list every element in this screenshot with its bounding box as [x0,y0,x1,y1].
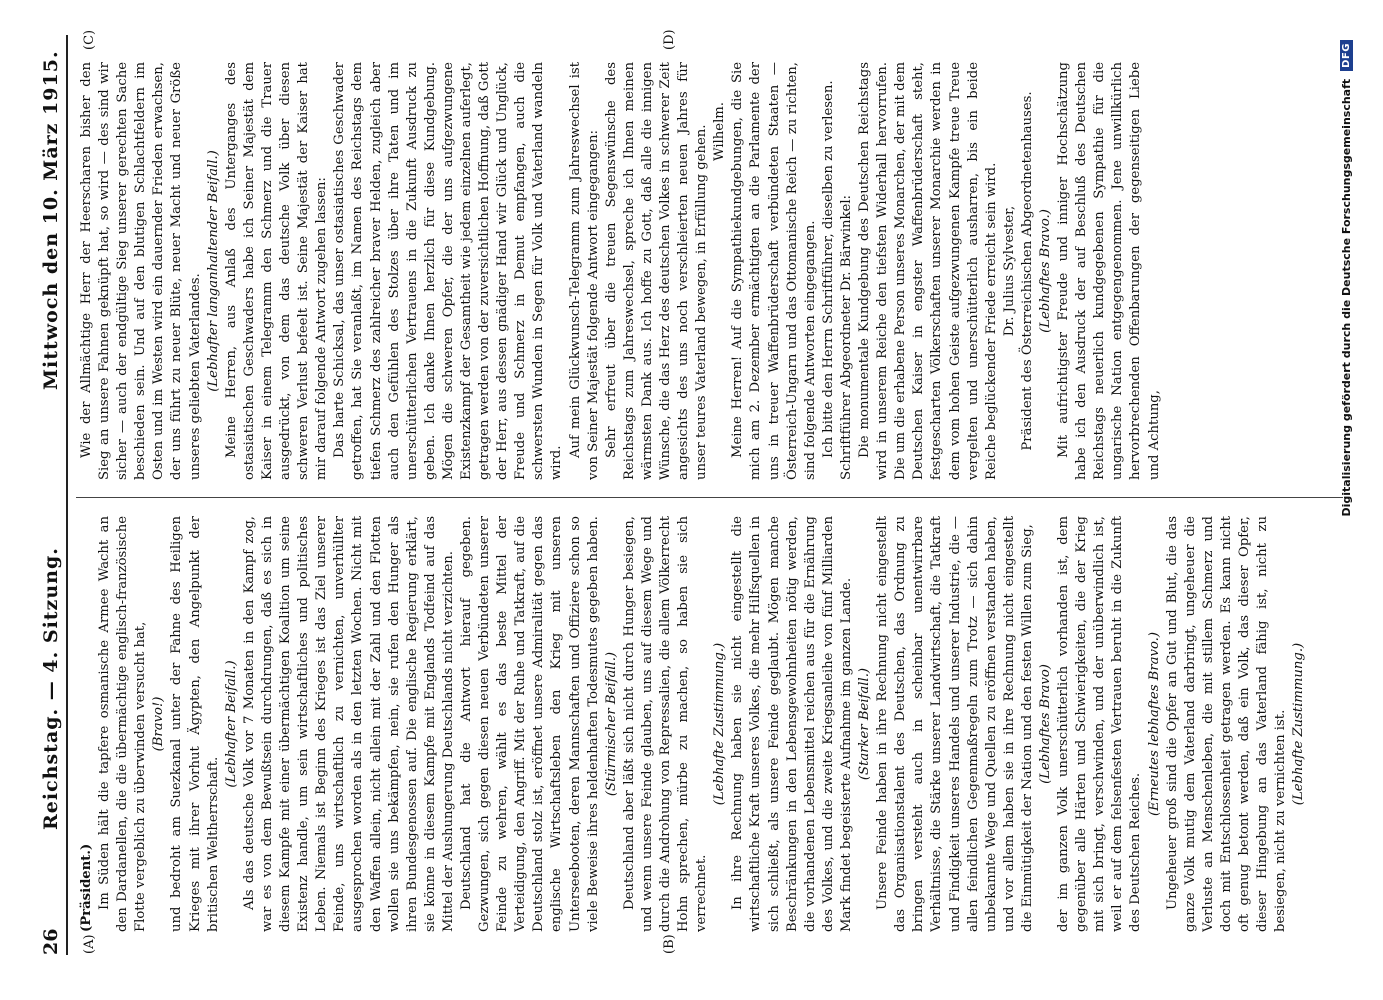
left-text-column [78,516,1343,932]
margin-marker-a: (A) [82,934,97,954]
credit-text: Digitalisierung gefördert durch die Deutsche Forschungsgemeinschaft [1340,78,1353,517]
paragraph: Im Süden hält die tapfere osmanische Armee Wacht an den Dardanellen, die die übermächtige englisch-französische Flotte vergeblich zu überwinden versucht hat, [97,516,149,932]
stage-direction: (Stürmischer Beifall.) [603,651,619,797]
stage-direction: (Bravo!) [151,696,167,752]
paragraph: Ich bitte den Herrn Schriftführer, dieselben zu verlesen. [820,80,836,458]
paragraph: Deutschland aber läßt sich nicht durch Hunger besiegen, und wenn unsere Feinde glauben, uns auf diesem Wege und durch die Androhung von Repressalien, die allem Völkerrecht Hohn sprechen, mürbe zu machen, so haben sie sich verrechnet. [621,516,710,932]
paragraph: Das harte Schicksal, das unser ostasiatisches Geschwader getroffen, hat Sie veranlaßt, im Namen des Reichstags dem tiefen Schmerz des zahlreicher braver Helden, zugleich aber auch den Gefühlen des Stolzes über ihre Taten und im unerschütterlichen Vertrauens in die Zukunft Ausdruck zu geben. Ich danke Ihnen herzlich für diese Kundgebung. Mögen die schweren Opfer, die der uns aufgezwungene Existenzkampf der Gesamtheit wie jedem einzelnen auferlegt, getragen werden von der zuversichtlichen Hoffnung, daß Gott der Herr, aus dessen gnädiger Hand wir Glück und Unglück, Freude und Schmerz in Demut empfangen, auch die schwersten Wunden in Segen für Volk und Vaterland wandeln wird. [332,62,565,480]
right-text-column [78,62,1343,480]
paragraph: Auf mein Glückwunsch-Telegramm zum Jahreswechsel ist von Seiner Majestät folgende Antwort eingegangen: [567,62,601,480]
paragraph: Schriftführer Abgeordneter Dr. Bärwinkel: [838,194,854,480]
page-number: 26 [40,928,62,955]
stage-direction: (Lebhafter Beifall.) [223,660,239,788]
stage-direction: (Lebhafte Zustimmung.) [712,642,728,806]
stage-direction: (Lebhaftes Bravo) [1037,664,1053,784]
stage-direction: (Starker Beifall.) [857,667,873,781]
margin-marker-d: (D) [662,29,677,50]
signature: Wilhelm. [712,102,728,161]
stage-direction: (Lebhaftes Bravo.) [1037,209,1053,333]
paragraph: Präsident des Österreichischen Abgeordnetenhauses. [1019,91,1035,451]
session-title: Reichstag. — 4. Sitzung. [40,547,62,830]
paragraph: In ihre Rechnung haben sie nicht eingestellt die wirtschaftliche Kraft unseres Volkes, die mehr Hilfsquellen in sich schließt, als unsere Feinde geglaubt. Mögen manche Beschränkungen in den Lebensgewohnheiten nötig werden, die vorhandenen Lebensmittel reichen aus für die Ernährung des Volkes, und die zweite Kriegsanleihe von fünf Milliarden Mark findet begeisterte Aufnahme im ganzen Lande. [730,516,854,932]
paragraph: Die monumentale Kundgebung des Deutschen Reichstags wird in unserem Reiche den tiefsten Widerhall hervorrufen. Die um die erhabene Person unseres Monarchen, der mit dem Deutschen Kaiser in engster Waffenbrüderschaft steht, festgescharten Völkerschaften unserer Monarchie werden in dem vom hohen Geiste aufgezwungenen Kampfe treue Treue vergelten und unerschütterlich ausharren, bis ein beide Reiche beglückender Friede erreicht sein wird. [857,62,999,480]
dfg-logo: DFG [1340,40,1353,71]
digitization-credit [1340,40,1353,940]
stage-direction: (Lebhafte Zustimmung.) [1291,642,1307,806]
margin-marker-c: (C) [82,29,97,50]
paragraph: Als das deutsche Volk vor 7 Monaten in den Kampf zog, war es von dem Bewußtsein durchdrungen, daß es sich in diesem Kampfe mit einer übermächtigen Koalition um seine Existenz handle, um sein wirtschaftliches und politisches Leben. Niemals ist Beginn des Krieges ist das Ziel unserer Feinde, uns wirtschaftlich zu vernichten, unverhüllter ausgesprochen worden als in den letzten Wochen. Nicht mit den Waffen allein, nicht allein mit der Zahl und den Flotten wollen sie uns bekämpfen, nein, sie rufen den Hunger als ihren Bundesgenossen auf. Die englische Regierung erklärt, sie könne in diesem Kampfe mit Englands Todfeind auf das Mittel der Aushungerung Deutschlands nicht verzichten. [241,516,456,932]
stage-direction: (Lebhafter langanhaltender Beifall.) [205,150,221,392]
session-date: Mittwoch den 10. März 1915. [40,50,62,390]
column-divider [76,497,1343,498]
page-header [36,35,68,955]
paragraph: Meine Herren! Auf die Sympathiekundgebungen, die Sie mich am 2. Dezember ermächtigten an die Parlamente der uns in treuer Waffenbrüderschaft verbündeten Staaten — Österreich-Ungarn und das Ottomanische Reich — zu richten, sind folgende Antworten eingegangen. [730,62,818,480]
speaker-label: (Präsident.) [79,843,94,932]
paragraph: Wie der Allmächtige Herr der Heerscharen bisher den Sieg an unsere Fahnen geknüpft hat, so wird — des sind wir sicher — auch der endgültige Sieg unserer gerechten Sache beschieden sein. Und auf den blutigen Schlachtfeldern im Osten und im Westen wird ein dauernder Frieden erwachsen, der uns führt zu neuer Blüte, neuer Macht und neuer Größe unseres geliebten Vaterlandes. [79,62,203,480]
paragraph: Mit aufrichtigster Freude und inniger Hochschätzung habe ich den Ausdruck der auf Beschluß des Deutschen Reichstags neuerlich kundgegebenen Sympathie für die ungarische Nation entgegengenommen. Jene unwillkürlich hervorbrechenden Offenbarungen der gegenseitigen Liebe und Achtung, [1056,62,1162,480]
paragraph: und bedroht am Suezkanal unter der Fahne des Heiligen Krieges mit ihrer Vorhut Ägypten, den Angelpunkt der britischen Weltherrschaft. [169,516,221,932]
margin-marker-b: (B) [662,934,677,954]
stage-direction: (Erneutes lebhaftes Bravo.) [1146,631,1162,817]
paragraph: Unsere Feinde haben in ihre Rechnung nicht eingestellt das Organisationstalent des Deutschen, das Ordnung zu bringen versteht auch in scheinbar unentwirrbare Verhältnisse, die Stärke unserer Landwirtschaft, die Tatkraft und Findigkeit unseres Handels und unserer Industrie, die — allen feindlichen Gegenmaßregeln zum Trotz — sich dahin unbekannte Wege und Quellen zu eröffnen verstanden haben, und vor allem haben sie in ihre Rechnung nicht eingestellt die Einmütigkeit der Nation und den festen Willen zum Sieg, [875,516,1035,932]
paragraph: Dr. Julius Sylvester, [1001,205,1017,337]
paragraph: Deutschland hat die Antwort hierauf gegeben. Gezwungen, sich gegen diesen neuen Verbündeten unserer Feinde zu wehren, wählt es das beste Mittel der Verteidigung, den Angriff. Mit der Ruhe und Tatkraft, auf die Deutschland stolz ist, eröffnet unsere Admiralität gegen das englische Wirtschaftsleben den Krieg mit unseren Unterseebooten, deren Mannschaften und Offiziere schon so viele Beweise ihres heldenhaften Todesmutes gegeben haben. [458,516,601,932]
paragraph: Meine Herren, aus Anlaß des Unterganges des ostasiatischen Geschwaders habe ich Seiner Majestät dem Kaiser in einem Telegramm den Schmerz und die Trauer ausgedrückt, von dem das deutsche Volk über diesen schweren Verlust befeelt ist. Seine Majestät der Kaiser hat mir darauf folgende Antwort zugehen lassen: [223,62,330,480]
paragraph: Sehr erfreut über die treuen Segenswünsche des Reichstags zum Jahreswechsel, spreche ich Ihnen meinen wärmsten Dank aus. Ich hoffe zu Gott, daß alle die innigen Wünsche, die das Herz des deutschen Volkes in schwerer Zeit angesichts des uns noch verschleierten neuen Jahres für unser teures Vaterland bewegen, in Erfüllung gehen. [603,62,710,480]
paragraph: der im ganzen Volk unerschütterlich vorhanden ist, dem gegenüber alle Härten und Schwierigkeiten, die der Krieg mit sich bringt, verschwinden, und der unüberwindlich ist, weil er auf dem felsenfesten Vertrauen beruht in die Zukunft des Deutschen Reiches. [1056,516,1144,932]
paragraph: Ungeheuer groß sind die Opfer an Gut und Blut, die das ganze Volk mutig dem Vaterland darbringt, ungeheuer die Verluste an Menschenleben, die mit stillem Schmerz und doch mit Entschlossenheit getragen werden. Es kann nicht oft genug betont werden, daß ein Volk, das dieser Opfer, dieser Hingebung an das Vaterland fähig ist, nicht zu besiegen, nicht zu vernichten ist. [1164,516,1289,932]
